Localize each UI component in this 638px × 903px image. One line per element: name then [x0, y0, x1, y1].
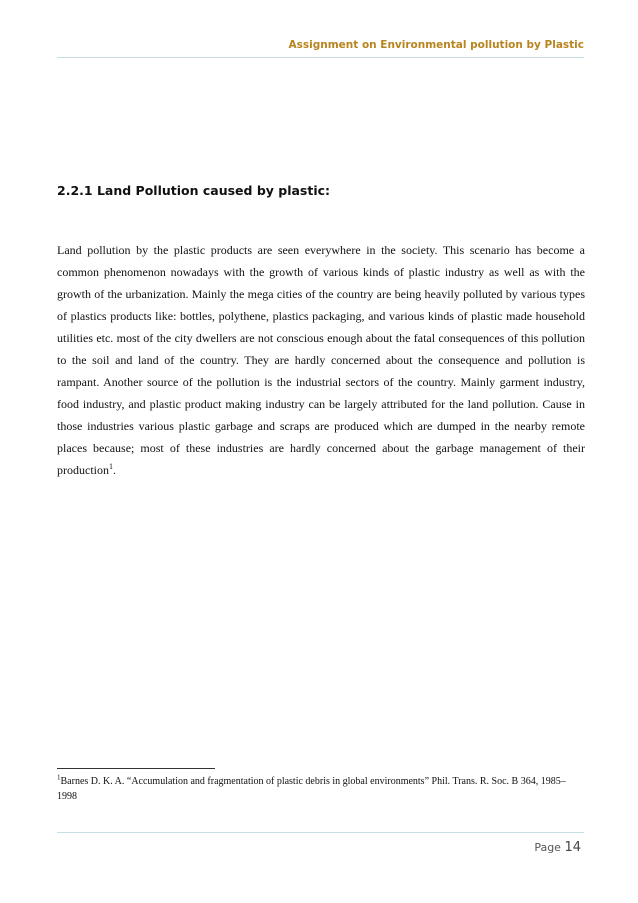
- body-paragraph-ending: .: [113, 463, 116, 477]
- footnote: [57, 774, 585, 804]
- page-number: [534, 840, 581, 855]
- footnote-divider: [57, 768, 215, 769]
- footnote-marker: 1: [57, 773, 61, 782]
- body-paragraph: [57, 239, 585, 481]
- footnote-reference[interactable]: 1: [109, 462, 113, 471]
- section-heading: 2.2.1 Land Pollution caused by plastic:: [57, 183, 331, 198]
- page-label: Page: [534, 841, 561, 854]
- footer-divider: [57, 832, 584, 833]
- header-title: Assignment on Environmental pollution by Plastic: [288, 39, 584, 51]
- page-number-value: 14: [564, 840, 581, 855]
- footnote-text: Barnes D. K. A. “Accumulation and fragmentation of plastic debris in global environments” Phil. Trans. R. Soc. B 364, 1985–1998: [57, 776, 566, 802]
- header-divider: [57, 57, 584, 58]
- body-paragraph-text: Land pollution by the plastic products are seen everywhere in the society. This scenario has become a common phenomenon nowadays with the growth of various kinds of plastic industry as well as with the growth of the urbanization. Mainly the mega cities of the country are being heavily polluted by various types of plastics products like: bottles, polythene, plastics packaging, and various kinds of plastic made household utilities etc. most of the city dwellers are not conscious enough about the fatal consequences of this pollution to the soil and land of the country. They are hardly concerned about the consequence and pollution is rampant. Another source of the pollution is the industrial sectors of the country. Mainly garment industry, food industry, and plastic product making industry can be largely attributed for the land pollution. Cause in those industries various plastic garbage and scraps are produced which are dumped in the nearby remote places because; most of these industries are hardly concerned about the garbage management of their production: [57, 243, 585, 477]
